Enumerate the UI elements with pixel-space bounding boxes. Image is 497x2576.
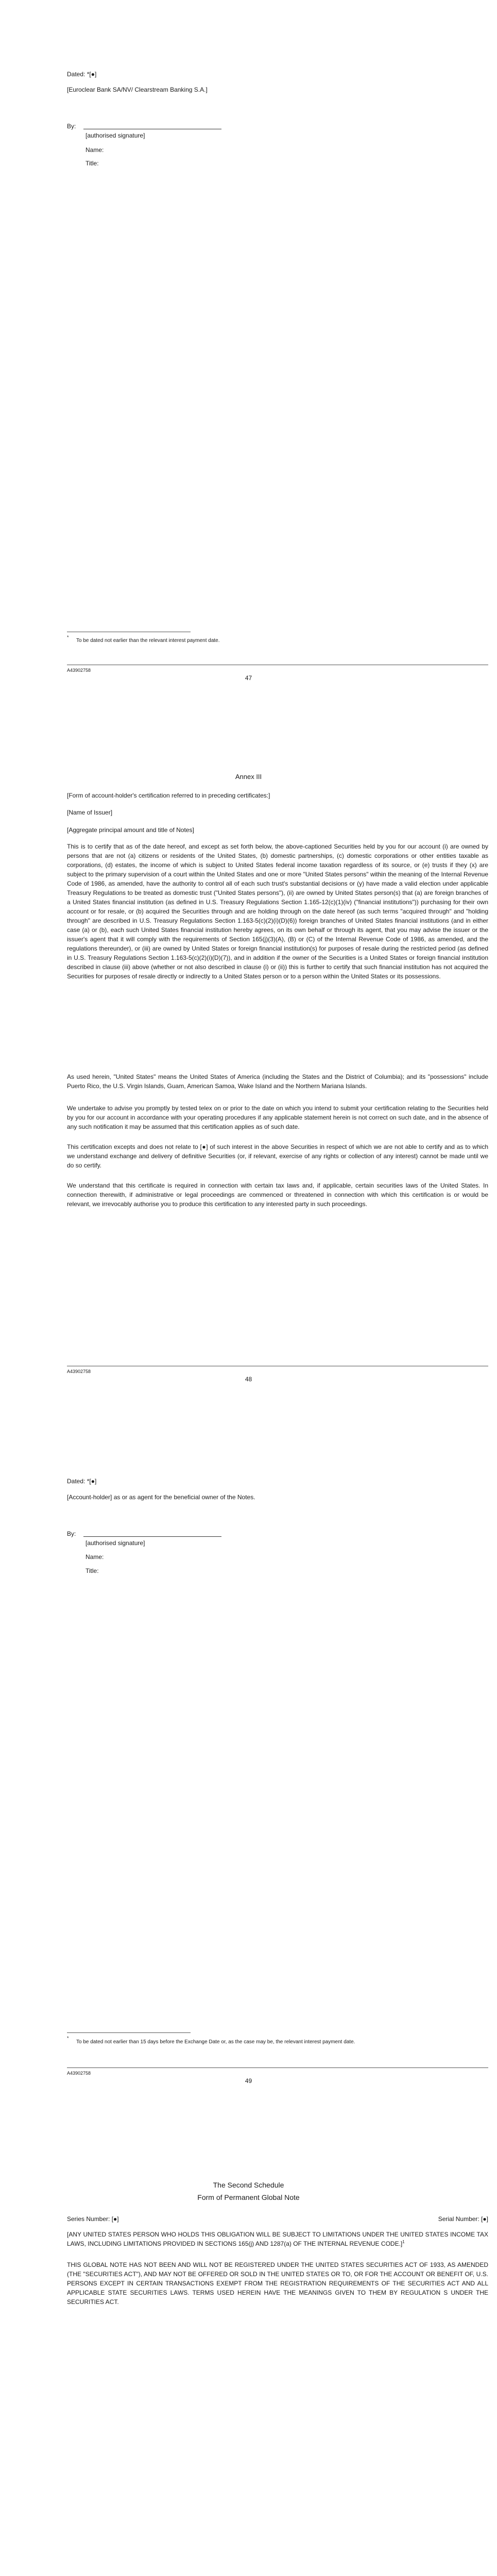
annex-heading: Annex III <box>235 773 262 781</box>
tax-legend-text: [ANY UNITED STATES PERSON WHO HOLDS THIS OBLIGATION WILL BE SUBJECT TO LIMITATIONS UNDER THE UNITED STATES INCOME TAX LAWS, INCLUDING LIMITATIONS PROVIDED IN SECTIONS 165(j) AND 1287(a) OF THE INTERNAL REVENUE CODE.] <box>67 2231 488 2247</box>
signature-line <box>83 1536 221 1537</box>
footnote-rule <box>67 2032 191 2033</box>
tax-law-paragraph: We understand that this certificate is required in connection with certain tax laws and, if applicable, certain securities laws of the United States. In connection therewith, if administrative or legal proceedings are commenced or threatened in connection with which this certification is or would be relevant, we irrevocably authorise you to produce this certification to any interested party in such proceedings. <box>67 1182 488 1208</box>
form-title: [Form of account-holder's certification referred to in preceding certificates:] <box>67 792 270 799</box>
name-label: Name: <box>85 1553 104 1561</box>
document-reference: A43902758 <box>67 1369 91 1374</box>
page-number: 49 <box>245 2077 252 2084</box>
page-number: 48 <box>245 1376 252 1383</box>
account-holder-line: [Account-holder] as or as agent for the beneficial owner of the Notes. <box>67 1494 255 1501</box>
undertaking-paragraph: We undertake to advise you promptly by tested telex on or prior to the date on which you intend to submit your certification relating to the Securities held by you for our account in accordance with your operating procedures if any applicable statement herein is not correct on such date, and in the absence of any such notification it may be assumed that this certification applies as of such date. <box>67 1105 488 1130</box>
title-label: Title: <box>85 160 99 167</box>
securities-act-legend: THIS GLOBAL NOTE HAS NOT BEEN AND WILL NOT BE REGISTERED UNDER THE UNITED STATES SECURITIES ACT OF 1933, AS AMENDED (THE "SECURITIES ACT"), AND MAY NOT BE OFFERED OR SOLD IN THE UNITED STATES OR TO, OR FOR THE ACCOUNT OR BENEFIT OF, U.S. PERSONS EXCEPT IN CERTAIN TRANSACTIONS EXEMPT FROM THE REGISTRATION REQUIREMENTS OF THE SECURITIES ACT AND ALL APPLICABLE STATE SECURITIES LAWS. TERMS USED HEREIN HAVE THE MEANINGS GIVEN TO THEM BY REGULATION S UNDER THE SECURITIES ACT. <box>67 2261 488 2306</box>
series-number: Series Number: [●] <box>67 2215 119 2223</box>
definitions-paragraph: As used herein, "United States" means the United States of America (including the States and the District of Columbia); and its "possessions" include Puerto Rico, the U.S. Virgin Islands, Guam, American Samoa, Wake Island and the Northern Mariana Islands. <box>67 1073 488 1090</box>
tax-legend-footnote-ref: 1 <box>402 2240 405 2244</box>
dated-line: Dated: *[●] <box>67 71 97 78</box>
authorised-signature: [authorised signature] <box>85 132 145 139</box>
footnote-mark: * <box>67 2036 69 2041</box>
authorised-signature: [authorised signature] <box>85 1539 145 1547</box>
document-reference: A43902758 <box>67 2071 91 2076</box>
aggregate-amount: [Aggregate principal amount and title of Notes] <box>67 826 194 834</box>
by-label: By: <box>67 1530 76 1537</box>
footnote-mark: * <box>67 635 69 640</box>
schedule-heading: The Second Schedule <box>213 2181 284 2189</box>
footnote: To be dated not earlier than the relevant interest payment date. <box>76 638 220 643</box>
title-label: Title: <box>85 1567 99 1574</box>
serial-number: Serial Number: [●] <box>438 2215 488 2223</box>
dated-line: Dated: *[●] <box>67 1478 97 1485</box>
form-heading: Form of Permanent Global Note <box>197 2193 300 2201</box>
by-label: By: <box>67 123 76 130</box>
document-reference: A43902758 <box>67 668 91 673</box>
page-number: 47 <box>245 674 252 682</box>
name-label: Name: <box>85 146 104 154</box>
entity-name: [Euroclear Bank SA/NV/ Clearstream Banking S.A.] <box>67 86 208 93</box>
certification-paragraph: This is to certify that as of the date hereof, and except as set forth below, the above-captioned Securities held by you for our account (i) are owned by persons that are not (a) citizens or residents of the United States, (b) domestic partnerships, (c) domestic corporations or other entities taxable as corporations, (d) estates, the income of which is subject to United States federal income taxation regardless of its source, or (e) trusts if they (x) are subject to the primary supervision of a court within the United States and one or more "United States persons" within the meaning of the Internal Revenue Code of 1986, as amended, have the authority to control all of each such trust's substantial decisions or (y) have made a valid election under applicable Treasury Regulations to be treated as domestic trust ("United States persons"), (ii) are owned by United States person(s) that (a) are foreign branches of a United States financial institution (as defined in U.S. Treasury Regulations Section 1.165-12(c)(1)(iv) ("financial institutions")) purchasing for their own account or for resale, or (b) acquired the Securities through and are holding through on the date hereof (as such terms "acquired through" and "holding through" are described in U.S. Treasury Regulations Section 1.163-5(c)(2)(i)(D)(6)) foreign branches of United States financial institutions (and in either case (a) or (b), each such United States financial institution hereby agrees, on its own behalf or through its agent, that you may advise the issuer or the issuer's agent that it will comply with the requirements of Section 165(j)(3)(A), (B) or (C) of the Internal Revenue Code of 1986, as amended, and the regulations thereunder), or (iii) are owned by United States or foreign financial institution(s) for purposes of resale during the restricted period (as defined in U.S. Treasury Regulations Section 1.163-5(c)(2)(i)(D)(7)), and in addition if the owner of the Securities is a United States or foreign financial institution described in clause (iii) above (whether or not also described in clause (i) or (ii)) this is further to certify that such financial institution has not acquired the Securities for purposes of resale directly or indirectly to a United States person or to a person within the United States or its possessions. <box>67 843 488 980</box>
issuer-name: [Name of Issuer] <box>67 809 113 816</box>
exception-paragraph: This certification excepts and does not relate to [●] of such interest in the above Securities in respect of which we are not able to certify and as to which we understand exchange and delivery of definitive Securities (or, if relevant, exercise of any rights or collection of any interest) cannot be made until we do so certify. <box>67 1143 488 1169</box>
tax-legend <box>67 2230 488 2248</box>
footnote: To be dated not earlier than 15 days before the Exchange Date or, as the case may be, the relevant interest payment date. <box>76 2039 355 2045</box>
page-rule <box>67 2067 488 2068</box>
